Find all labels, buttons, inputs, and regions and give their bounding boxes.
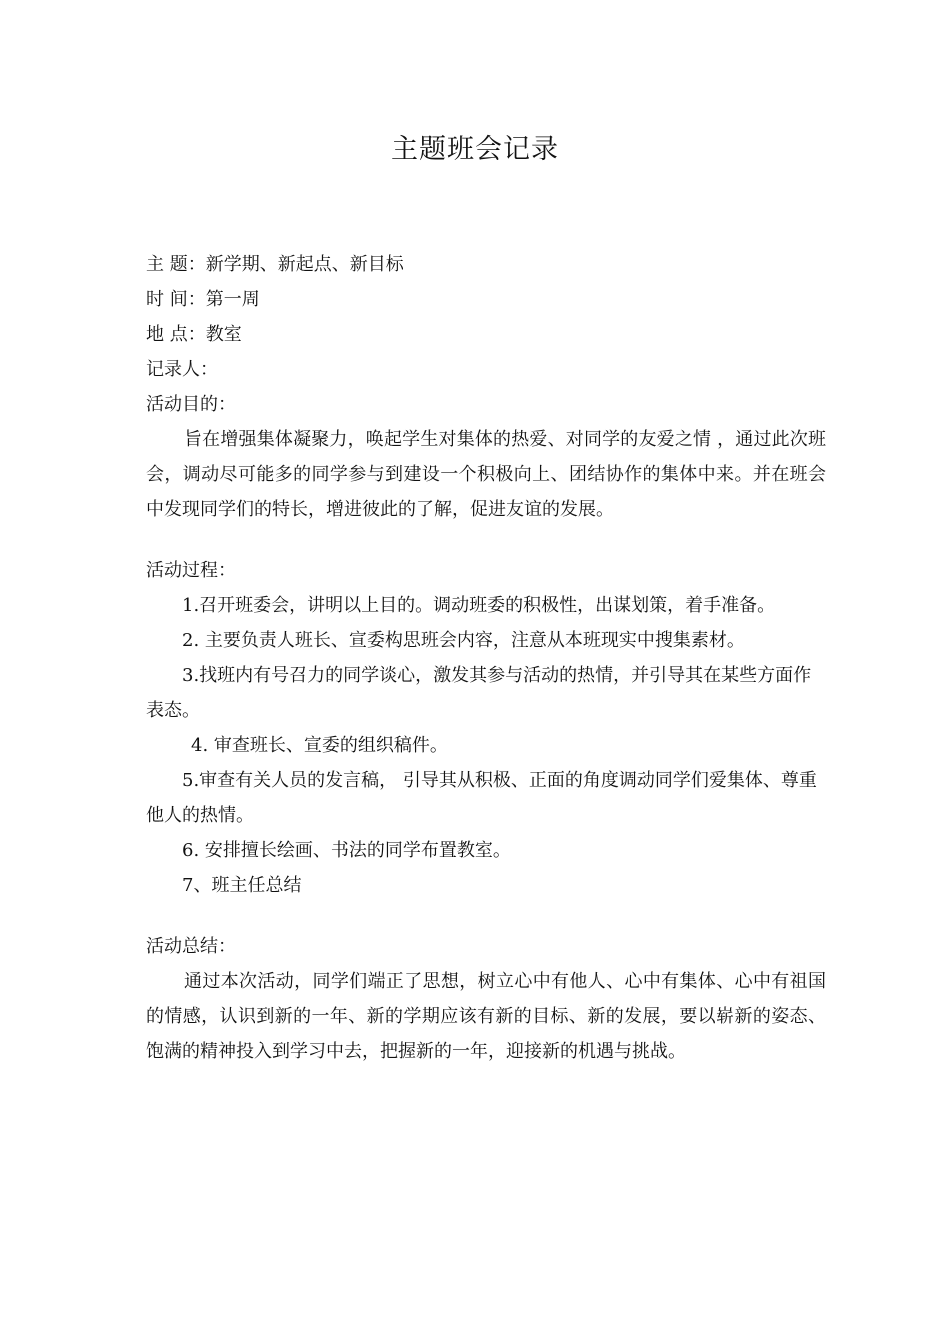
spacer [146,903,826,929]
summary-text: 通过本次活动，同学们端正了思想，树立心中有他人、心中有集体、心中有祖国的情感，认识到新的一年、新的学期应该有新的目标、新的发展，要以崭新的姿态、饱满的精神投入到学习中去，把握新的一年，迎接新的机遇与挑战。 [146,971,826,1062]
process-heading: 活动过程： [146,560,236,581]
purpose-heading: 活动目的： [146,394,236,415]
document-body [146,247,826,1069]
process-item: 3.找班内有号召力的同学谈心，激发其参与活动的热情，并引导其在某些方面作表态。 [146,665,812,721]
recorder-line: 记录人： [146,359,218,380]
purpose-text: 旨在增强集体凝聚力，唤起学生对集体的热爱、对同学的友爱之情 ，通过此次班会，调动尽可能多的同学参与到建设一个积极向上、团结协作的集体中来。并在班会中发现同学们的特长，增进彼此的了解，促进友谊的发展。 [146,429,826,520]
theme-line: 主 题：新学期、新起点、新目标 [146,254,404,275]
process-item: 2. 主要负责人班长、宣委构思班会内容，注意从本班现实中搜集素材。 [182,630,745,651]
process-item: 4. 审查班长、宣委的组织稿件。 [191,735,448,756]
summary-heading: 活动总结： [146,936,236,957]
spacer [146,527,826,553]
process-item: 5.审查有关人员的发言稿， 引导其从积极、正面的角度调动同学们爱集体、尊重他人的热情。 [146,770,817,826]
process-item: 6. 安排擅长绘画、书法的同学布置教室。 [182,840,511,861]
process-item: 7、班主任总结 [182,875,302,896]
time-line: 时 间：第一周 [146,289,260,310]
document-title: 主题班会记录 [391,134,559,165]
place-line: 地 点：教室 [146,324,242,345]
process-item: 1.召开班委会，讲明以上目的。调动班委的积极性，出谋划策，着手准备。 [182,595,776,616]
